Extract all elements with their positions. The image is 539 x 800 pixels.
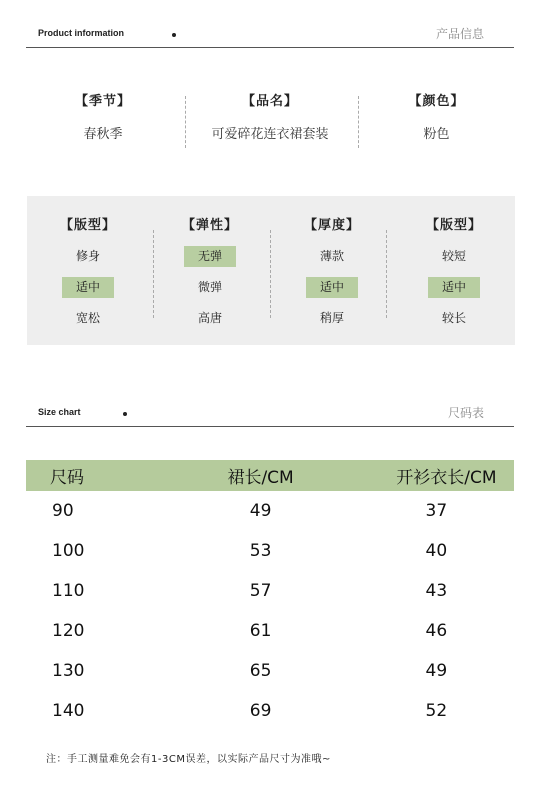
size-table-header xyxy=(26,460,514,491)
cell-size: 100 xyxy=(52,541,85,561)
cell-size: 110 xyxy=(52,581,85,601)
header-size: 尺码 xyxy=(50,468,84,488)
attributes-row xyxy=(22,90,517,150)
cell-size: 90 xyxy=(52,501,74,521)
cell-skirt-length: 57 xyxy=(249,581,272,601)
attribute-value: 春秋季 xyxy=(83,127,123,142)
dot-icon xyxy=(123,412,127,416)
cell-cardigan-length: 43 xyxy=(425,581,448,601)
size-chart-title-zh: 尺码表 xyxy=(447,406,484,420)
product-info-title-en: Product information xyxy=(38,28,124,38)
cell-cardigan-length: 37 xyxy=(425,501,448,521)
option-item: 较短 xyxy=(441,249,466,263)
option-label: 【厚度】 xyxy=(303,218,360,233)
footnote: 注：手工测量难免会有1-3CM误差，以实际产品尺寸为准哦~ xyxy=(46,754,331,765)
product-info-header xyxy=(26,24,514,48)
attribute-product-name xyxy=(184,90,356,150)
cell-skirt-length: 69 xyxy=(249,701,272,721)
option-label: 【版型】 xyxy=(425,218,482,233)
table-row xyxy=(26,531,514,571)
option-label: 【弹性】 xyxy=(181,218,238,233)
option-item-selected: 适中 xyxy=(428,277,480,298)
option-column-fit xyxy=(27,196,149,345)
cell-skirt-length: 61 xyxy=(249,621,272,641)
option-item: 微弹 xyxy=(197,280,222,294)
option-item: 薄款 xyxy=(319,249,344,263)
attribute-color xyxy=(356,90,517,150)
option-column-elasticity xyxy=(149,196,271,345)
cell-size: 140 xyxy=(52,701,85,721)
size-chart-title-en: Size chart xyxy=(38,407,81,417)
option-grid xyxy=(27,196,515,345)
attribute-label: 【颜色】 xyxy=(408,94,465,109)
option-item-selected: 无弹 xyxy=(184,246,236,267)
attribute-label: 【品名】 xyxy=(241,94,298,109)
table-row xyxy=(26,491,514,531)
cell-skirt-length: 65 xyxy=(249,661,272,681)
table-row xyxy=(26,651,514,691)
attribute-label: 【季节】 xyxy=(74,94,131,109)
dot-icon xyxy=(172,33,176,37)
size-chart-header xyxy=(26,403,514,427)
table-row xyxy=(26,611,514,651)
option-item: 高唐 xyxy=(197,311,222,325)
attribute-value: 粉色 xyxy=(423,127,450,142)
size-table xyxy=(26,460,514,731)
cell-skirt-length: 49 xyxy=(249,501,272,521)
product-info-title-zh: 产品信息 xyxy=(435,27,484,41)
cell-size: 130 xyxy=(52,661,85,681)
option-item: 较长 xyxy=(441,311,466,325)
option-item: 稍厚 xyxy=(319,311,344,325)
cell-cardigan-length: 40 xyxy=(425,541,448,561)
option-column-length xyxy=(393,196,515,345)
option-item-selected: 适中 xyxy=(306,277,358,298)
option-item: 修身 xyxy=(75,249,100,263)
attribute-value: 可爱碎花连衣裙套装 xyxy=(211,127,329,142)
header-cardigan-length: 开衫衣长/CM xyxy=(396,468,497,488)
option-item-selected: 适中 xyxy=(62,277,114,298)
attribute-season xyxy=(22,90,184,150)
table-row xyxy=(26,571,514,611)
cell-cardigan-length: 49 xyxy=(425,661,448,681)
cell-skirt-length: 53 xyxy=(249,541,272,561)
cell-size: 120 xyxy=(52,621,85,641)
cell-cardigan-length: 52 xyxy=(425,701,448,721)
option-label: 【版型】 xyxy=(59,218,116,233)
table-row xyxy=(26,691,514,731)
option-item: 宽松 xyxy=(75,311,100,325)
divider xyxy=(386,230,387,318)
option-column-thickness xyxy=(271,196,393,345)
cell-cardigan-length: 46 xyxy=(425,621,448,641)
header-skirt-length: 裙长/CM xyxy=(227,468,294,488)
